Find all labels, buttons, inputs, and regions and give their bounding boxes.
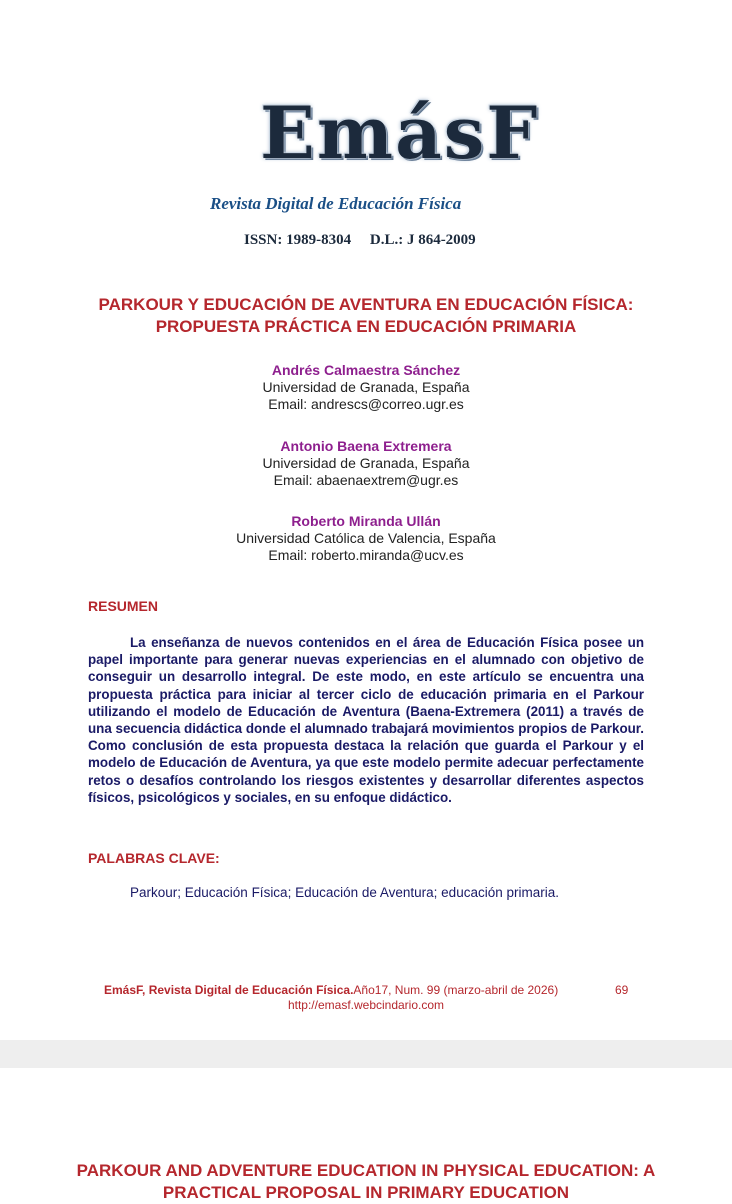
logo-issn-line [244,232,476,249]
author-name: Roberto Miranda Ullán [291,513,441,529]
footer-journal: EmásF, Revista Digital de Educación Física. [104,983,354,997]
journal-logo [200,90,540,250]
title-es-line-1: PARKOUR Y EDUCACIÓN DE AVENTURA EN EDUCACIÓN FÍSICA: [98,295,634,314]
page-gap [0,1040,732,1068]
author-email[interactable]: Email: roberto.miranda@ucv.es [268,547,464,563]
author-1 [60,362,672,413]
title-en-line-1: PARKOUR AND ADVENTURE EDUCATION IN PHYSICAL EDUCATION: A [76,1161,656,1180]
author-affiliation: Universidad Católica de Valencia, España [236,530,496,546]
logo-subtitle: Revista Digital de Educación Física [210,194,462,213]
author-name: Andrés Calmaestra Sánchez [271,362,461,378]
author-name: Antonio Baena Extremera [280,438,452,454]
paper-title-en [40,1160,692,1204]
footer-url[interactable]: http://emasf.webcindario.com [287,998,445,1012]
keywords-heading: PALABRAS CLAVE: [88,850,220,866]
logo-wordmark: EmásF [260,90,540,175]
author-email[interactable]: Email: abaenaextrem@ugr.es [273,472,459,488]
keywords-text: Parkour; Educación Física; Educación de Aventura; educación primaria. [130,885,559,900]
legal-deposit: D.L.: J 864-2009 [369,232,476,248]
resumen-text: La enseñanza de nuevos contenidos en el área de Educación Física posee un papel importante para generar nuevas experiencias en el alumnado con objetivo de conseguir un desarrollo integral. De este modo, en este artículo se encuentra una propuesta práctica para iniciar al tercer ciclo de educación primaria en el Parkour utilizando el modelo de Educación de Aventura (Baena-Extremera (2011) a través de una secuencia didáctica donde el alumnado trabajará movimientos propios de Parkour. Como conclusión de esta propuesta destaca la relación que guarda el Parkour y el modelo de Educación de Aventura, ya que este modelo permite adecuar perfectamente retos o desafíos controlando los riesgos existentes y desarrollar diferentes aspectos físicos, psicológicos y sociales, en su enfoque didáctico. [88,635,644,805]
author-email[interactable]: Email: andrescs@correo.ugr.es [268,396,464,412]
title-en-line-2: PRACTICAL PROPOSAL IN PRIMARY EDUCATION [162,1183,570,1202]
author-affiliation: Universidad de Granada, España [262,455,470,471]
page-number: 69 [615,983,629,997]
page-2 [0,1068,732,1200]
title-es-line-2: PROPUESTA PRÁCTICA EN EDUCACIÓN PRIMARIA [155,317,577,336]
issn: ISSN: 1989-8304 [244,232,352,248]
author-affiliation: Universidad de Granada, España [262,379,470,395]
resumen-heading: RESUMEN [88,598,159,614]
paper-title-es [60,294,672,338]
author-2 [60,438,672,489]
footer-issue: Año17, Num. 99 (marzo-abril de 2026) [353,983,559,997]
footer-citation [104,983,558,997]
author-3 [60,513,672,564]
